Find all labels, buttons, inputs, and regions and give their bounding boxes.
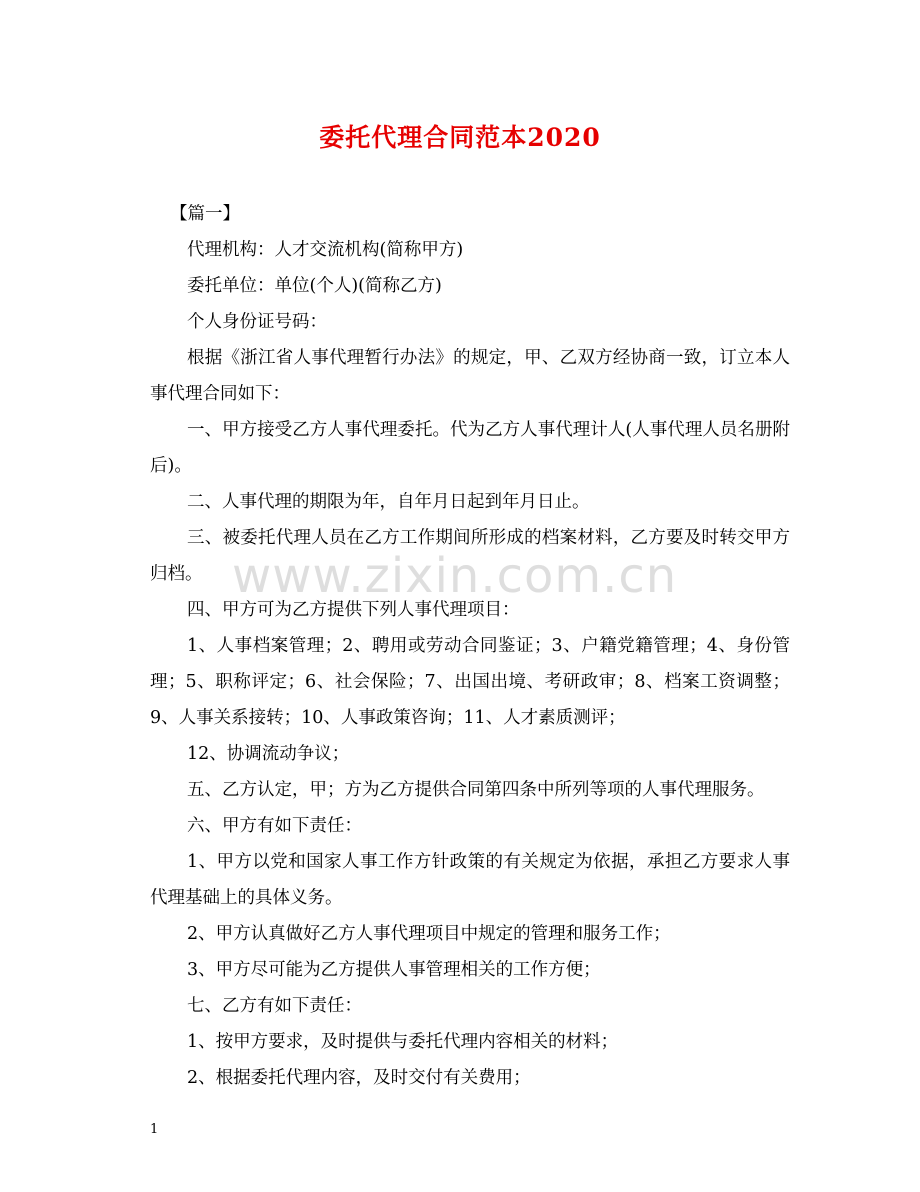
paragraph: 12、协调流动争议； bbox=[187, 744, 350, 764]
paragraph: 五、乙方认定，甲；方为乙方提供合同第四条中所列等项的人事代理服务。 bbox=[187, 780, 765, 800]
paragraph: 个人身份证号码： bbox=[187, 312, 327, 332]
document-title: 委托代理合同范本2020 bbox=[319, 123, 601, 152]
paragraph: 2、根据委托代理内容，及时交付有关费用； bbox=[187, 1068, 531, 1088]
paragraph: 四、甲方可为乙方提供下列人事代理项目： bbox=[187, 600, 520, 620]
paragraph: 一、甲方接受乙方人事代理委托。代为乙方人事代理计人(人事代理人员名册附后)。 bbox=[150, 420, 790, 476]
paragraph: 2、甲方认真做好乙方人事代理项目中规定的管理和服务工作； bbox=[187, 924, 671, 944]
paragraph: 七、乙方有如下责任： bbox=[187, 996, 362, 1016]
page-number: 1 bbox=[150, 1122, 159, 1137]
paragraph: 代理机构：人才交流机构(简称甲方) bbox=[187, 240, 464, 260]
document-body bbox=[150, 196, 790, 1096]
paragraph: 3、甲方尽可能为乙方提供人事管理相关的工作方便； bbox=[187, 960, 601, 980]
paragraph: 1、甲方以党和国家人事工作方针政策的有关规定为依据，承担乙方要求人事代理基础上的具体义务。 bbox=[150, 852, 790, 908]
paragraph: 1、按甲方要求，及时提供与委托代理内容相关的材料； bbox=[187, 1032, 619, 1052]
watermark: www.zixin.com.cn bbox=[232, 548, 678, 604]
paragraph: 根据《浙江省人事代理暂行办法》的规定，甲、乙双方经协商一致，订立本人事代理合同如下： bbox=[150, 348, 790, 404]
section-heading: 【篇一】 bbox=[170, 204, 240, 224]
paragraph: 委托单位：单位(个人)(简称乙方) bbox=[187, 276, 442, 296]
paragraph: 二、人事代理的期限为年，自年月日起到年月日止。 bbox=[187, 492, 590, 512]
paragraph: 1、人事档案管理；2、聘用或劳动合同鉴证；3、户籍党籍管理；4、身份管理；5、职称评定；6、社会保险；7、出国出境、考研政审；8、档案工资调整；9、人事关系接转；10、人事政策咨询；11、人才素质测评； bbox=[150, 636, 790, 728]
paragraph: 六、甲方有如下责任： bbox=[187, 816, 362, 836]
paragraph: 三、被委托代理人员在乙方工作期间所形成的档案材料，乙方要及时转交甲方归档。 bbox=[150, 528, 790, 584]
